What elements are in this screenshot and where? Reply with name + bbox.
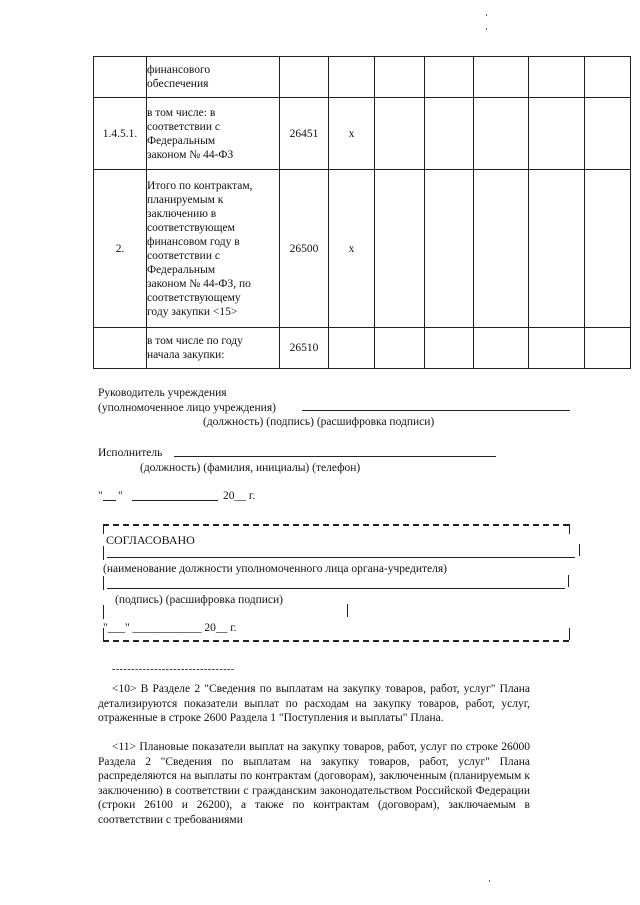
- empty-cell: [585, 328, 631, 369]
- row-number: 2.: [94, 170, 147, 328]
- row-code: [280, 57, 329, 98]
- head-caption: (должность) (подпись) (расшифровка подписи): [203, 416, 435, 428]
- date-quote-close: ": [118, 490, 123, 502]
- footnote-10: <10> В Разделе 2 "Сведения по выплатам на закупку товаров, работ, услуг" Плана детализируются показатели выплат по расходам на закупку товаров, работ, услуг, отраженные в строке 2600 Раздела 1 "Поступления и выплаты" Плана.: [98, 683, 530, 724]
- executor-label: Исполнитель: [98, 447, 163, 459]
- empty-cell: [585, 98, 631, 170]
- executor-caption: (должность) (фамилия, инициалы) (телефон): [140, 462, 361, 474]
- scan-speck: [486, 14, 487, 16]
- row-code: 26510: [280, 328, 329, 369]
- empty-cell: [474, 57, 529, 98]
- scan-speck: [486, 28, 487, 30]
- row-code: 26500: [280, 170, 329, 328]
- date-quote-open: ": [98, 490, 103, 502]
- approval-sign-caption: (подпись) (расшифровка подписи): [115, 594, 284, 606]
- empty-cell: [529, 57, 585, 98]
- row-mark: [329, 328, 375, 369]
- table-row: [94, 170, 631, 328]
- empty-cell: [425, 328, 474, 369]
- empty-cell: [375, 170, 425, 328]
- row-text: в том числе: в соответствии с Федеральным законом № 44-ФЗ: [147, 98, 280, 170]
- row-number: [94, 328, 147, 369]
- empty-cell: [425, 98, 474, 170]
- empty-cell: [375, 57, 425, 98]
- approval-sign-line: [107, 588, 565, 589]
- approval-title: СОГЛАСОВАНО: [106, 533, 195, 547]
- row-mark: x: [329, 98, 375, 170]
- row-number: [94, 57, 147, 98]
- empty-cell: [585, 57, 631, 98]
- empty-cell: [425, 170, 474, 328]
- row-code: 26451: [280, 98, 329, 170]
- table-row: [94, 98, 631, 170]
- head-signature-line: [302, 410, 570, 411]
- footnote-separator: --------------------------------: [112, 664, 235, 675]
- row-text: финансового обеспечения: [147, 57, 280, 98]
- approval-bottom-border: [103, 640, 569, 642]
- executor-signature-line: [174, 456, 496, 457]
- scan-speck: [489, 880, 490, 882]
- approval-org-line: [107, 557, 575, 558]
- row-mark: [329, 57, 375, 98]
- row-text: Итого по контрактам, планируемым к заключению в соответствующем финансовом году в соответствии с Федеральным законом № 44-ФЗ, по соответствующему году закупки <15>: [147, 170, 280, 328]
- empty-cell: [474, 328, 529, 369]
- row-mark: x: [329, 170, 375, 328]
- head-label: Руководитель учреждения: [98, 387, 227, 399]
- plan-table: [93, 56, 631, 369]
- empty-cell: [529, 170, 585, 328]
- row-text: в том числе по году начала закупки:: [147, 328, 280, 369]
- footnote-11: <11> Плановые показатели выплат на закупку товаров, работ, услуг по строке 26000 Раздела 2 "Сведения по выплатам на закупку товаров, работ, услуг" Плана распределяются на выплаты по контрактам (договорам), заключенным (планируемым к заключению) в соответствии с гражданским законодательством Российской Федерации (строки 26100 и 26200), а также по контрактам (договорам), заключаемым в соответствии с требованиями: [98, 741, 530, 826]
- approval-org-caption: (наименование должности уполномоченного лица органа-учредителя): [103, 563, 448, 575]
- table-row: [94, 328, 631, 369]
- head-label-2: (уполномоченное лицо учреждения): [98, 402, 276, 414]
- empty-cell: [474, 98, 529, 170]
- empty-cell: [474, 170, 529, 328]
- empty-cell: [425, 57, 474, 98]
- table-row: [94, 57, 631, 98]
- date-day-line: [103, 500, 116, 501]
- empty-cell: [585, 170, 631, 328]
- empty-cell: [375, 98, 425, 170]
- row-number: 1.4.5.1.: [94, 98, 147, 170]
- empty-cell: [529, 328, 585, 369]
- empty-cell: [375, 328, 425, 369]
- date-year: 20__ г.: [223, 490, 256, 502]
- empty-cell: [529, 98, 585, 170]
- date-month-line: [132, 500, 218, 501]
- approval-top-border: [103, 524, 569, 526]
- approval-date: "___" ____________ 20__ г.: [103, 622, 237, 634]
